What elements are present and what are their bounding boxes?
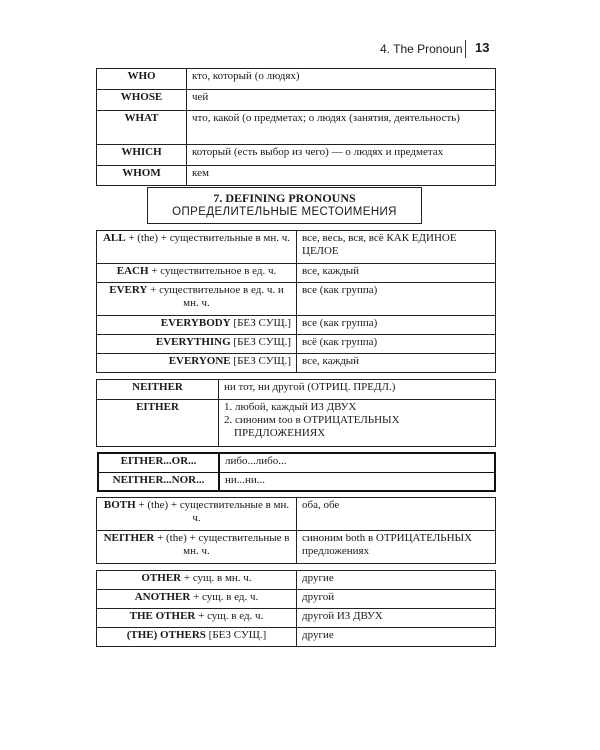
term-note: + сущ. в ед. ч. bbox=[190, 591, 259, 603]
term-cell: WHO bbox=[97, 69, 187, 90]
term-cell: WHOSE bbox=[97, 90, 187, 111]
term-note: + сущ. в ед. ч. bbox=[195, 610, 264, 622]
term-note: + существительное в ед. ч. bbox=[148, 265, 277, 277]
term-keyword: OTHER bbox=[141, 572, 182, 584]
meaning-cell: что, какой (о предметах; о людях (занятия, деятельность) bbox=[187, 111, 496, 145]
term-cell bbox=[97, 498, 297, 531]
meaning-cell: все, весь, вся, всё КАК ЕДИНОЕ ЦЕЛОЕ bbox=[297, 231, 496, 264]
table-row bbox=[97, 400, 496, 447]
meaning-cell: все (как группа) bbox=[297, 283, 496, 316]
meaning-line-1: 1. любой, каждый ИЗ ДВУХ bbox=[224, 401, 357, 413]
table-row bbox=[97, 335, 496, 354]
meaning-cell: все, каждый bbox=[297, 354, 496, 373]
table-row bbox=[97, 166, 496, 186]
meaning-cell: кем bbox=[187, 166, 496, 186]
meaning-line-2: 2. синоним too в ОТРИЦАТЕЛЬНЫХ ПРЕДЛОЖЕНИЯХ bbox=[224, 414, 400, 439]
table-row bbox=[97, 498, 496, 531]
term-keyword: THE OTHER bbox=[129, 610, 196, 622]
table-row bbox=[97, 90, 496, 111]
neither-either-table bbox=[96, 379, 496, 447]
meaning-cell: другой bbox=[297, 590, 496, 609]
either-or-table bbox=[97, 452, 496, 492]
section-title-en: 7. DEFINING PRONOUNS bbox=[213, 191, 356, 205]
table-row bbox=[97, 316, 496, 335]
term-keyword: EVERYBODY bbox=[160, 317, 231, 329]
meaning-cell: все (как группа) bbox=[297, 316, 496, 335]
table-row bbox=[97, 628, 496, 647]
meaning-cell: все, каждый bbox=[297, 264, 496, 283]
term-note: [БЕЗ СУЩ.] bbox=[230, 336, 291, 348]
term-keyword: EVERY bbox=[109, 284, 148, 296]
term-note: + (the) + существительные в мн. ч. bbox=[125, 232, 291, 244]
table-row bbox=[98, 472, 495, 491]
term-cell bbox=[97, 283, 297, 316]
table-row bbox=[97, 231, 496, 264]
term-keyword: ALL bbox=[102, 232, 126, 244]
term-cell bbox=[97, 264, 297, 283]
meaning-cell: ни...ни... bbox=[219, 472, 495, 491]
term-cell bbox=[97, 628, 297, 647]
meaning-cell: оба, обе bbox=[297, 498, 496, 531]
chapter-title: 4. The Pronoun bbox=[380, 42, 463, 56]
term-keyword: NEITHER bbox=[103, 532, 155, 544]
section-title-ru: ОПРЕДЕЛИТЕЛЬНЫЕ МЕСТОИМЕНИЯ bbox=[172, 206, 397, 218]
term-cell: EITHER bbox=[97, 400, 219, 447]
page-number: 13 bbox=[475, 40, 490, 55]
meaning-cell: который (есть выбор из чего) — о людях и предметах bbox=[187, 145, 496, 166]
term-cell bbox=[97, 231, 297, 264]
term-cell bbox=[97, 316, 297, 335]
term-cell: EITHER...OR... bbox=[98, 453, 219, 472]
meaning-cell: синоним both в ОТРИЦАТЕЛЬНЫХ предложениях bbox=[297, 531, 496, 564]
meaning-cell: другие bbox=[297, 571, 496, 590]
meaning-cell: кто, который (о людях) bbox=[187, 69, 496, 90]
header-divider bbox=[465, 40, 466, 58]
other-table bbox=[96, 570, 496, 647]
table-row bbox=[98, 453, 495, 472]
term-note: + сущ. в мн. ч. bbox=[181, 572, 252, 584]
table-row bbox=[97, 145, 496, 166]
table-row bbox=[97, 380, 496, 400]
both-neither-table bbox=[96, 497, 496, 564]
table-row bbox=[97, 264, 496, 283]
term-note: + (the) + существительные в мн. ч. bbox=[154, 532, 290, 557]
table-row bbox=[97, 609, 496, 628]
meaning-cell: чей bbox=[187, 90, 496, 111]
table-row bbox=[97, 571, 496, 590]
section-title-box bbox=[147, 187, 422, 224]
table-row bbox=[97, 283, 496, 316]
term-cell bbox=[97, 590, 297, 609]
term-keyword: EVERYONE bbox=[168, 355, 231, 367]
term-note: [БЕЗ СУЩ.] bbox=[230, 317, 291, 329]
term-cell bbox=[97, 354, 297, 373]
term-cell: WHICH bbox=[97, 145, 187, 166]
term-cell bbox=[97, 531, 297, 564]
meaning-cell: всё (как группа) bbox=[297, 335, 496, 354]
term-cell: NEITHER...NOR... bbox=[98, 472, 219, 491]
term-keyword: (THE) OTHERS bbox=[126, 629, 206, 641]
term-keyword: EACH bbox=[116, 265, 149, 277]
term-keyword: EVERYTHING bbox=[155, 336, 231, 348]
meaning-cell: ни тот, ни другой (ОТРИЦ. ПРЕДЛ.) bbox=[219, 380, 496, 400]
term-note: + существительное в ед. ч. и мн. ч. bbox=[147, 284, 284, 309]
meaning-cell bbox=[219, 400, 496, 447]
term-cell bbox=[97, 571, 297, 590]
page-header bbox=[380, 40, 530, 60]
term-keyword: ANOTHER bbox=[134, 591, 191, 603]
meaning-cell: другие bbox=[297, 628, 496, 647]
term-cell bbox=[97, 335, 297, 354]
term-cell bbox=[97, 609, 297, 628]
term-note: [БЕЗ СУЩ.] bbox=[230, 355, 291, 367]
table-row bbox=[97, 531, 496, 564]
meaning-cell: либо...либо... bbox=[219, 453, 495, 472]
term-cell: NEITHER bbox=[97, 380, 219, 400]
table-row bbox=[97, 111, 496, 145]
term-note: + (the) + существительные в мн. ч. bbox=[135, 499, 290, 524]
table-row bbox=[97, 354, 496, 373]
term-cell: WHAT bbox=[97, 111, 187, 145]
meaning-cell: другой ИЗ ДВУХ bbox=[297, 609, 496, 628]
table-row bbox=[97, 69, 496, 90]
table-row bbox=[97, 590, 496, 609]
term-cell: WHOM bbox=[97, 166, 187, 186]
term-note: [БЕЗ СУЩ.] bbox=[205, 629, 267, 641]
relative-pronouns-table bbox=[96, 68, 496, 186]
defining-pronouns-table bbox=[96, 230, 496, 373]
term-keyword: BOTH bbox=[103, 499, 136, 511]
